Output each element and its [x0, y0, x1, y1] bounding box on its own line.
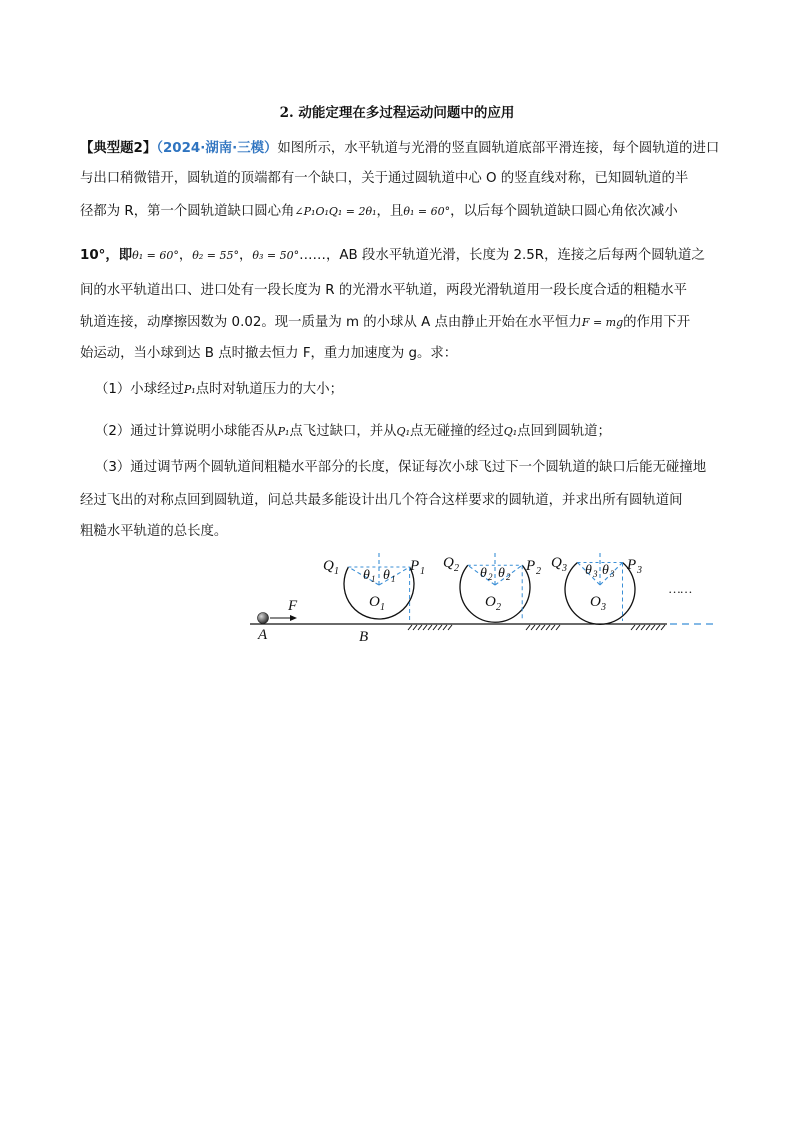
question-3-line-2: 经过飞出的对称点回到圆轨道，问总共最多能设计出几个符合这样要求的圆轨道，并求出所有圆轨道间: [80, 493, 683, 508]
svg-text:2: 2: [536, 566, 541, 577]
label-B: B: [359, 629, 369, 645]
question-2: （2）通过计算说明小球能否从P₁点飞过缺口，并从Q₁点无碰撞的经过Q₁点回到圆轨道；: [95, 424, 611, 439]
problem-line-5: 间的水平轨道出口、进口处有一段长度为 R 的光滑水平轨道，两段光滑轨道用一段长度合适的粗糙水平: [80, 283, 688, 298]
svg-text:2: 2: [488, 572, 493, 582]
problem-line-2: 与出口稍微错开，圆轨道的顶端都有一个缺口，关于通过圆轨道中心 O 的竖直线对称，已知圆轨道的半: [80, 171, 689, 186]
svg-text:2: 2: [506, 572, 511, 582]
svg-text:1: 1: [371, 574, 376, 584]
svg-text:2: 2: [496, 602, 501, 613]
svg-text:θ: θ: [602, 563, 609, 578]
svg-text:θ: θ: [480, 566, 487, 581]
svg-text:θ: θ: [383, 568, 390, 583]
svg-text:3: 3: [601, 602, 606, 613]
svg-text:1: 1: [391, 574, 396, 584]
label-F: F: [288, 598, 298, 614]
problem-tag: 典型题2: [93, 141, 143, 156]
svg-text:Q: Q: [323, 558, 334, 574]
rough-surface-hatch-1: [408, 625, 452, 630]
svg-text:O: O: [590, 594, 601, 610]
svg-text:θ: θ: [363, 568, 370, 583]
svg-text:1: 1: [380, 602, 385, 613]
loop-track-figure: [245, 548, 725, 648]
svg-text:O: O: [485, 594, 496, 610]
svg-text:2: 2: [454, 563, 459, 574]
svg-text:O: O: [369, 594, 380, 610]
label-A: A: [258, 627, 268, 643]
problem-line-4: 10°，即θ₁ = 60°，θ₂ = 55°，θ₃ = 50°……，AB 段水平轨道光滑，长度为 2.5R，连接之后每两个圆轨道之: [80, 248, 705, 263]
svg-text:P: P: [526, 558, 536, 574]
rough-surface-hatch-3: [631, 625, 665, 630]
svg-text:3: 3: [610, 569, 615, 579]
problem-line-1: 【典型题2】（2024·湖南·三模）如图所示，水平轨道与光滑的竖直圆轨道底部平滑连接，每个圆轨道的进口: [80, 141, 720, 156]
loop-1: [323, 553, 425, 621]
svg-text:3: 3: [637, 565, 642, 576]
problem-source: （2024·湖南·三模）: [156, 141, 278, 156]
question-3-line-3: 粗糙水平轨道的总长度。: [80, 524, 228, 539]
svg-text:θ: θ: [498, 566, 505, 581]
svg-text:P: P: [410, 558, 420, 574]
question-1: （1）小球经过P₁点时对轨道压力的大小；: [95, 382, 343, 397]
svg-text:P: P: [627, 557, 637, 573]
svg-text:1: 1: [420, 566, 425, 577]
svg-text:3: 3: [593, 569, 598, 579]
svg-text:θ: θ: [585, 563, 592, 578]
svg-text:1: 1: [334, 566, 339, 577]
ball: [258, 613, 269, 624]
problem-line-7: 始运动，当小球到达 B 点时撤去恒力 F，重力加速度为 g。求：: [80, 346, 458, 361]
section-title: 2. 动能定理在多过程运动问题中的应用: [279, 105, 515, 121]
problem-line-6: 轨道连接，动摩擦因数为 0.02。现一质量为 m 的小球从 A 点由静止开始在水平恒力F = mg的作用下开: [80, 315, 691, 330]
svg-text:Q: Q: [443, 555, 454, 571]
continuation-dots: ……: [669, 581, 693, 596]
force-arrowhead: [290, 615, 297, 621]
loop-3: [551, 552, 642, 624]
svg-text:Q: Q: [551, 555, 562, 571]
loop-2: [443, 552, 541, 622]
question-3-line-1: （3）通过调节两个圆轨道间粗糙水平部分的长度，保证每次小球飞过下一个圆轨道的缺口后能无碰撞地: [95, 460, 707, 475]
rough-surface-hatch-2: [526, 625, 560, 630]
problem-line-3: 径都为 R，第一个圆轨道缺口圆心角∠P₁O₁Q₁ = 2θ₁，且θ₁ = 60°，以后每个圆轨道缺口圆心角依次减小: [80, 204, 678, 219]
svg-text:3: 3: [562, 563, 567, 574]
